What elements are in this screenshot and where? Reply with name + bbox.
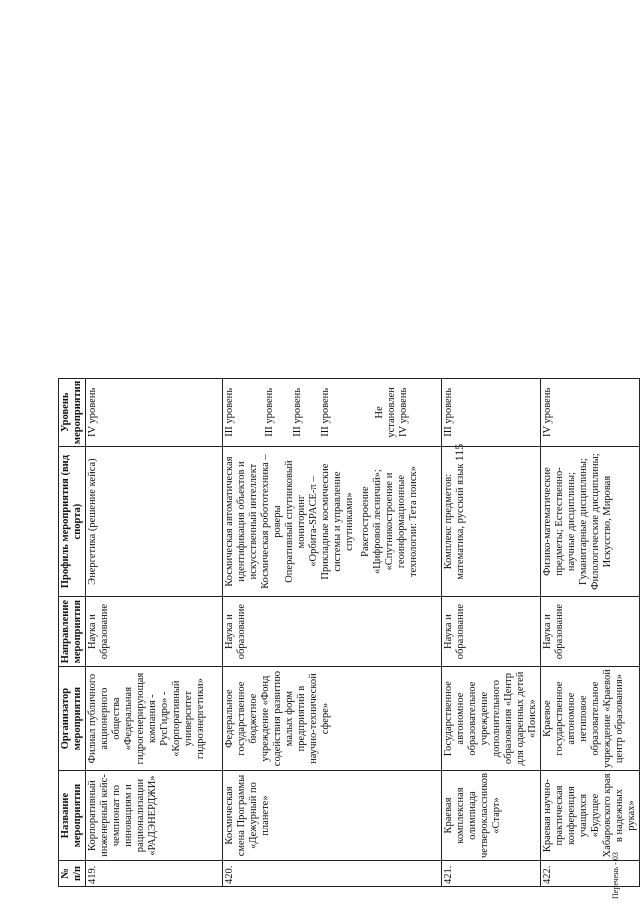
event-profile-cell — [223, 447, 442, 597]
event-organizer: Государственное автономное образовательное учреждение дополнительного образования «Центр для одаренных детей «Поиск» — [442, 667, 541, 771]
footer-text: Перечень - 03 — [611, 852, 620, 899]
event-organizer: Краевое государственное автономное нетиповое образовательное учреждение «Краевой центр образования» — [541, 667, 640, 771]
event-level: III уровень — [292, 387, 303, 437]
table-header-row — [59, 378, 86, 886]
row-number: 419. — [86, 861, 223, 887]
event-name: Космическая смена Программы «Дежурный по планете» — [223, 771, 442, 861]
event-level: III уровень — [320, 387, 331, 437]
event-profile: Физико-математические предметы; Естественно-научные дисциплины; Гуманитарные дисциплины; Филологические дисциплины; Искусство, Мировая — [542, 453, 613, 590]
row-number: 420. — [223, 861, 442, 887]
event-profile: Комплекс предметов: математика, русский язык — [443, 463, 466, 580]
event-profile: Энергетика (решение кейса) — [87, 458, 98, 585]
event-level: Не установлен — [374, 387, 397, 438]
event-level-cell — [442, 378, 541, 446]
header-profile: Профиль мероприятия (вид спорта) — [59, 447, 86, 597]
event-profile: Ракетостроение — [360, 486, 371, 557]
event-name: Краевая научно-практическая конференция учащихся «Будущее Хабаровского края в надежных руках» — [541, 771, 640, 861]
event-profile-cell — [442, 447, 541, 597]
event-level: IV уровень — [398, 387, 409, 437]
header-level: Уровень мероприятия — [59, 378, 86, 446]
event-level-cell — [223, 378, 442, 446]
event-organizer: Федеральное государственное бюджетное учреждение «Фонд содействия развитию малых форм предприятий в научно-технической сфере» — [223, 667, 442, 771]
event-profile-cell — [541, 447, 640, 597]
event-profile: «Цифровой лесничий»; «Спутникостроение и геоинформационные технологии: Тета поиск» — [372, 466, 419, 578]
event-level: IV уровень — [87, 387, 98, 437]
table-row — [442, 378, 541, 886]
event-name: Краевая комплексная олимпиада четвероклассников «Старт» — [442, 771, 541, 861]
event-organizer: Филиал публичного акционерного общества «Федеральная гидрогенерирующая компания - РусГидро» - «Корпоративный университет гидроэнергетики» — [86, 667, 223, 771]
event-direction: Наука и образование — [223, 597, 442, 667]
event-name: Корпоративный инженерный кейс-чемпионат по инновациям и рационализации «РАДЭНЕРДЖИ» — [86, 771, 223, 861]
row-number: 422. — [541, 861, 640, 887]
header-name: Название мероприятия — [59, 771, 86, 861]
event-level: III уровень — [264, 387, 275, 437]
header-num: № п/п — [59, 861, 86, 887]
event-direction: Наука и образование — [86, 597, 223, 667]
table-row — [541, 378, 640, 886]
page-number: 115 — [452, 443, 466, 462]
table-row — [86, 378, 223, 886]
event-level: III уровень — [443, 387, 454, 437]
header-direction: Направление мероприятия — [59, 597, 86, 667]
event-profile: Космическая робототехника – роверы — [260, 454, 283, 589]
event-profile: «Орбита-SPACE-π – Прикладные космические системы и управление спутниками» — [308, 463, 355, 580]
event-direction: Наука и образование — [442, 597, 541, 667]
event-direction: Наука и образование — [541, 597, 640, 667]
events-table — [58, 378, 640, 887]
event-level-cell — [86, 378, 223, 446]
row-number: 421. — [442, 861, 541, 887]
event-level: III уровень — [224, 387, 235, 437]
event-level-cell — [541, 378, 640, 446]
header-organizer: Организатор мероприятия — [59, 667, 86, 771]
event-profile: Космическая автоматическая идентификация объектов и искусственный интеллект — [224, 456, 259, 587]
event-level: IV уровень — [542, 387, 553, 437]
event-profile: Оперативный спутниковый мониторинг — [284, 460, 307, 583]
table-row — [223, 378, 442, 886]
event-profile-cell — [86, 447, 223, 597]
